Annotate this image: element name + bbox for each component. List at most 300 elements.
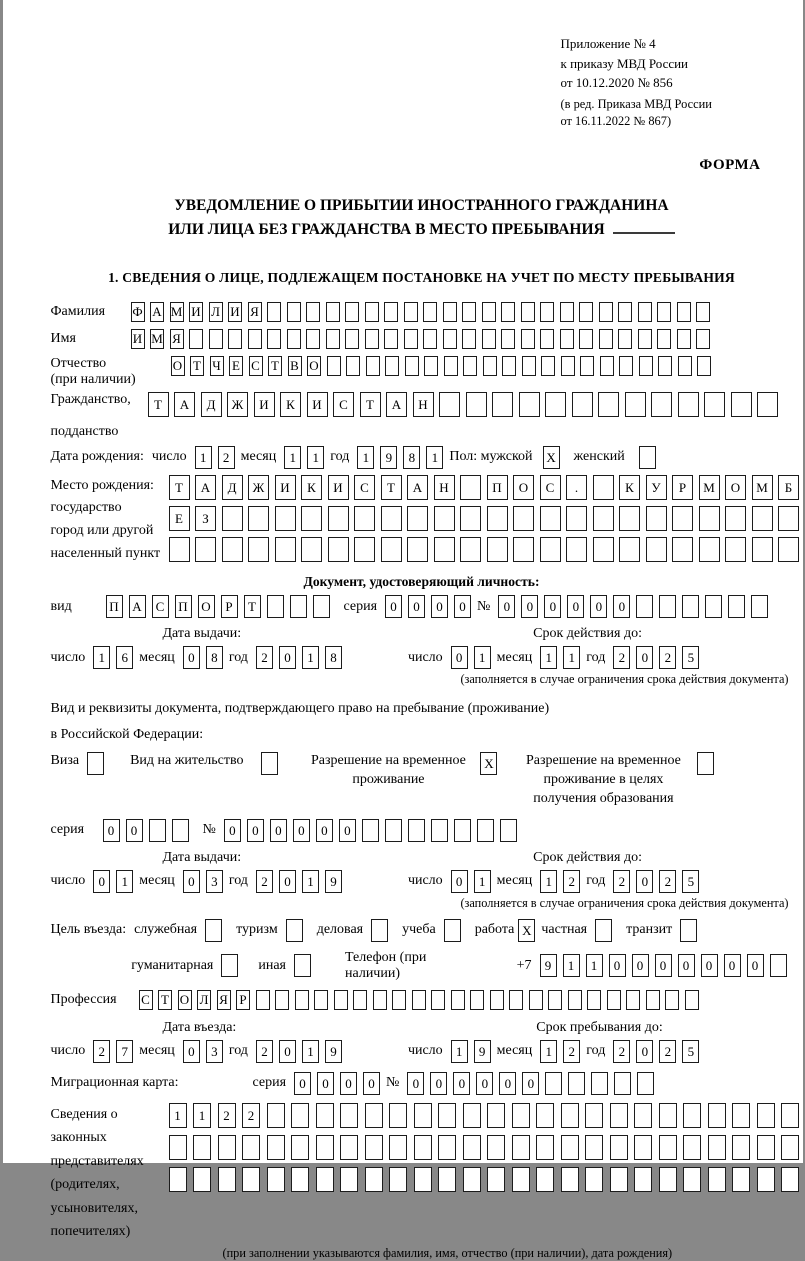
char-box[interactable]: 1	[302, 1040, 319, 1063]
char-box[interactable]	[634, 1167, 652, 1192]
char-box[interactable]	[438, 1167, 456, 1192]
char-box[interactable]	[646, 537, 667, 562]
char-box[interactable]: 1	[540, 870, 557, 893]
char-box[interactable]	[466, 392, 487, 417]
char-box[interactable]: И	[307, 392, 328, 417]
char-box[interactable]	[291, 1103, 309, 1128]
char-box[interactable]: 0	[279, 870, 296, 893]
char-box[interactable]	[568, 990, 582, 1010]
char-box[interactable]	[385, 356, 399, 376]
char-box[interactable]: 1	[169, 1103, 187, 1128]
char-box[interactable]	[512, 1103, 530, 1128]
char-box[interactable]	[683, 1103, 701, 1128]
char-box[interactable]: 0	[93, 870, 110, 893]
char-box[interactable]	[218, 1135, 236, 1160]
char-box[interactable]	[659, 595, 676, 618]
char-box[interactable]	[316, 1135, 334, 1160]
char-box[interactable]	[614, 1072, 631, 1095]
char-box[interactable]	[665, 990, 679, 1010]
char-box[interactable]	[248, 537, 269, 562]
char-box[interactable]	[646, 506, 667, 531]
char-box[interactable]	[248, 329, 262, 349]
char-box[interactable]	[540, 302, 554, 322]
char-box[interactable]	[366, 356, 380, 376]
temp-residence-checkbox[interactable]	[480, 752, 503, 775]
char-box[interactable]	[389, 1167, 407, 1192]
char-box[interactable]	[598, 392, 619, 417]
char-box[interactable]	[781, 1103, 799, 1128]
char-box[interactable]: 1	[540, 1040, 557, 1063]
char-box[interactable]	[536, 1167, 554, 1192]
char-box[interactable]	[205, 919, 222, 942]
char-box[interactable]	[561, 356, 575, 376]
char-box[interactable]	[513, 506, 534, 531]
char-box[interactable]: Я	[248, 302, 262, 322]
char-box[interactable]	[451, 990, 465, 1010]
char-box[interactable]	[566, 537, 587, 562]
char-box[interactable]	[513, 537, 534, 562]
char-box[interactable]	[463, 356, 477, 376]
char-box[interactable]	[751, 595, 768, 618]
char-box[interactable]: 0	[636, 870, 653, 893]
char-box[interactable]	[566, 506, 587, 531]
char-box[interactable]: 2	[256, 1040, 273, 1063]
char-box[interactable]: 0	[451, 646, 468, 669]
char-box[interactable]	[389, 1135, 407, 1160]
char-box[interactable]	[434, 506, 455, 531]
char-box[interactable]	[680, 919, 697, 942]
char-box[interactable]: 0	[499, 1072, 516, 1095]
char-box[interactable]	[172, 819, 189, 842]
char-box[interactable]: 5	[682, 646, 699, 669]
char-box[interactable]	[423, 329, 437, 349]
char-box[interactable]: 1	[474, 646, 491, 669]
char-box[interactable]	[365, 1167, 383, 1192]
char-box[interactable]	[725, 506, 746, 531]
char-box[interactable]: 2	[613, 646, 630, 669]
purpose-humanitarian-checkbox[interactable]	[221, 954, 244, 977]
char-box[interactable]	[646, 990, 660, 1010]
char-box[interactable]	[408, 819, 425, 842]
char-box[interactable]	[600, 356, 614, 376]
char-box[interactable]	[354, 506, 375, 531]
char-box[interactable]	[634, 1103, 652, 1128]
char-box[interactable]	[275, 990, 289, 1010]
char-box[interactable]	[431, 990, 445, 1010]
char-box[interactable]	[314, 990, 328, 1010]
char-box[interactable]	[731, 392, 752, 417]
char-box[interactable]: 9	[380, 446, 397, 469]
char-box[interactable]	[407, 537, 428, 562]
char-box[interactable]	[195, 537, 216, 562]
purpose-study-checkbox[interactable]	[444, 919, 467, 942]
char-box[interactable]	[340, 1135, 358, 1160]
char-box[interactable]: Ж	[248, 475, 269, 500]
char-box[interactable]	[439, 392, 460, 417]
char-box[interactable]	[248, 506, 269, 531]
char-box[interactable]	[638, 329, 652, 349]
char-box[interactable]	[483, 356, 497, 376]
char-box[interactable]: 1	[302, 646, 319, 669]
char-box[interactable]	[463, 1135, 481, 1160]
char-box[interactable]: 2	[242, 1103, 260, 1128]
char-box[interactable]	[287, 329, 301, 349]
char-box[interactable]	[477, 819, 494, 842]
char-box[interactable]: 0	[747, 954, 764, 977]
char-box[interactable]: А	[195, 475, 216, 500]
char-box[interactable]	[381, 506, 402, 531]
char-box[interactable]	[697, 752, 714, 775]
char-box[interactable]	[696, 302, 710, 322]
char-box[interactable]	[405, 356, 419, 376]
char-box[interactable]: 9	[325, 1040, 342, 1063]
char-box[interactable]: X	[518, 919, 535, 942]
char-box[interactable]: 0	[701, 954, 718, 977]
char-box[interactable]: 3	[206, 1040, 223, 1063]
char-box[interactable]: С	[249, 356, 263, 376]
char-box[interactable]	[404, 329, 418, 349]
char-box[interactable]	[384, 329, 398, 349]
char-box[interactable]: 1	[357, 446, 374, 469]
char-box[interactable]	[487, 1167, 505, 1192]
char-box[interactable]	[536, 1103, 554, 1128]
char-box[interactable]: А	[386, 392, 407, 417]
char-box[interactable]	[521, 302, 535, 322]
char-box[interactable]	[373, 990, 387, 1010]
char-box[interactable]	[460, 475, 481, 500]
char-box[interactable]: 0	[454, 595, 471, 618]
char-box[interactable]: 0	[270, 819, 287, 842]
char-box[interactable]	[306, 302, 320, 322]
char-box[interactable]: 8	[325, 646, 342, 669]
char-box[interactable]: 9	[325, 870, 342, 893]
char-box[interactable]	[492, 392, 513, 417]
char-box[interactable]	[443, 329, 457, 349]
char-box[interactable]: С	[333, 392, 354, 417]
purpose-business-checkbox[interactable]	[371, 919, 394, 942]
char-box[interactable]	[708, 1135, 726, 1160]
char-box[interactable]	[752, 537, 773, 562]
char-box[interactable]	[540, 329, 554, 349]
char-box[interactable]	[634, 1135, 652, 1160]
char-box[interactable]: 8	[206, 646, 223, 669]
char-box[interactable]	[545, 392, 566, 417]
char-box[interactable]: 0	[636, 1040, 653, 1063]
char-box[interactable]	[365, 1103, 383, 1128]
char-box[interactable]: 0	[183, 1040, 200, 1063]
char-box[interactable]	[685, 990, 699, 1010]
char-box[interactable]: Б	[778, 475, 799, 500]
char-box[interactable]	[267, 302, 281, 322]
char-box[interactable]: О	[178, 990, 192, 1010]
char-box[interactable]: 0	[103, 819, 120, 842]
char-box[interactable]	[636, 595, 653, 618]
char-box[interactable]: О	[198, 595, 215, 618]
char-box[interactable]: Д	[222, 475, 243, 500]
char-box[interactable]	[294, 954, 311, 977]
char-box[interactable]: 0	[247, 819, 264, 842]
char-box[interactable]	[306, 329, 320, 349]
char-box[interactable]	[529, 990, 543, 1010]
char-box[interactable]	[392, 990, 406, 1010]
char-box[interactable]	[732, 1103, 750, 1128]
char-box[interactable]: 3	[206, 870, 223, 893]
char-box[interactable]	[438, 1103, 456, 1128]
char-box[interactable]	[587, 990, 601, 1010]
char-box[interactable]	[169, 537, 190, 562]
char-box[interactable]	[521, 329, 535, 349]
char-box[interactable]: 1	[586, 954, 603, 977]
char-box[interactable]	[658, 356, 672, 376]
char-box[interactable]	[699, 537, 720, 562]
char-box[interactable]	[463, 1103, 481, 1128]
char-box[interactable]: 9	[540, 954, 557, 977]
char-box[interactable]: 0	[476, 1072, 493, 1095]
char-box[interactable]	[267, 1135, 285, 1160]
char-box[interactable]	[678, 356, 692, 376]
char-box[interactable]: 2	[218, 446, 235, 469]
char-box[interactable]	[454, 819, 471, 842]
char-box[interactable]	[149, 819, 166, 842]
char-box[interactable]: Т	[268, 356, 282, 376]
char-box[interactable]: 0	[451, 870, 468, 893]
char-box[interactable]	[732, 1167, 750, 1192]
char-box[interactable]: 1	[195, 446, 212, 469]
char-box[interactable]	[354, 537, 375, 562]
char-box[interactable]	[545, 1072, 562, 1095]
char-box[interactable]	[672, 506, 693, 531]
char-box[interactable]: 5	[682, 870, 699, 893]
char-box[interactable]: Т	[381, 475, 402, 500]
char-box[interactable]	[639, 356, 653, 376]
char-box[interactable]	[169, 1167, 187, 1192]
char-box[interactable]: К	[280, 392, 301, 417]
char-box[interactable]	[651, 392, 672, 417]
char-box[interactable]	[732, 1135, 750, 1160]
char-box[interactable]	[708, 1103, 726, 1128]
char-box[interactable]	[326, 329, 340, 349]
char-box[interactable]	[781, 1167, 799, 1192]
char-box[interactable]: С	[139, 990, 153, 1010]
char-box[interactable]	[470, 990, 484, 1010]
char-box[interactable]	[540, 537, 561, 562]
char-box[interactable]: Р	[672, 475, 693, 500]
char-box[interactable]: М	[699, 475, 720, 500]
char-box[interactable]: 0	[126, 819, 143, 842]
char-box[interactable]	[778, 537, 799, 562]
char-box[interactable]: 1	[302, 870, 319, 893]
char-box[interactable]	[313, 595, 330, 618]
char-box[interactable]: Т	[360, 392, 381, 417]
char-box[interactable]: Ф	[131, 302, 145, 322]
char-box[interactable]	[362, 819, 379, 842]
char-box[interactable]: Ж	[227, 392, 248, 417]
char-box[interactable]	[345, 302, 359, 322]
char-box[interactable]	[316, 1103, 334, 1128]
char-box[interactable]	[301, 537, 322, 562]
char-box[interactable]: 2	[256, 646, 273, 669]
char-box[interactable]: Т	[244, 595, 261, 618]
char-box[interactable]: 0	[279, 646, 296, 669]
char-box[interactable]	[222, 537, 243, 562]
char-box[interactable]	[591, 1072, 608, 1095]
char-box[interactable]	[580, 356, 594, 376]
char-box[interactable]	[189, 329, 203, 349]
char-box[interactable]	[561, 1135, 579, 1160]
char-box[interactable]: 2	[256, 870, 273, 893]
char-box[interactable]	[677, 302, 691, 322]
char-box[interactable]	[487, 506, 508, 531]
char-box[interactable]	[585, 1103, 603, 1128]
char-box[interactable]	[512, 1135, 530, 1160]
char-box[interactable]	[487, 537, 508, 562]
char-box[interactable]	[443, 302, 457, 322]
char-box[interactable]: С	[540, 475, 561, 500]
residence-permit-checkbox[interactable]	[261, 752, 284, 775]
purpose-work-checkbox[interactable]	[518, 919, 541, 942]
char-box[interactable]: А	[150, 302, 164, 322]
char-box[interactable]	[610, 1103, 628, 1128]
char-box[interactable]: М	[170, 302, 184, 322]
char-box[interactable]	[579, 329, 593, 349]
char-box[interactable]	[316, 1167, 334, 1192]
char-box[interactable]	[414, 1135, 432, 1160]
char-box[interactable]	[704, 392, 725, 417]
char-box[interactable]: 0	[498, 595, 515, 618]
char-box[interactable]: Я	[170, 329, 184, 349]
char-box[interactable]: Д	[201, 392, 222, 417]
char-box[interactable]	[500, 819, 517, 842]
char-box[interactable]	[607, 990, 621, 1010]
char-box[interactable]: 0	[317, 1072, 334, 1095]
char-box[interactable]: 0	[430, 1072, 447, 1095]
char-box[interactable]	[618, 302, 632, 322]
char-box[interactable]: 1	[563, 954, 580, 977]
char-box[interactable]	[659, 1167, 677, 1192]
char-box[interactable]: 0	[431, 595, 448, 618]
char-box[interactable]	[619, 537, 640, 562]
char-box[interactable]: X	[543, 446, 560, 469]
char-box[interactable]	[460, 506, 481, 531]
char-box[interactable]	[540, 506, 561, 531]
char-box[interactable]: Л	[209, 302, 223, 322]
char-box[interactable]	[169, 1135, 187, 1160]
char-box[interactable]: 0	[294, 1072, 311, 1095]
char-box[interactable]: 0	[544, 595, 561, 618]
char-box[interactable]	[599, 329, 613, 349]
char-box[interactable]	[568, 1072, 585, 1095]
char-box[interactable]	[209, 329, 223, 349]
purpose-other-checkbox[interactable]	[294, 954, 317, 977]
char-box[interactable]: 1	[93, 646, 110, 669]
char-box[interactable]: 2	[563, 1040, 580, 1063]
char-box[interactable]	[682, 595, 699, 618]
char-box[interactable]: 2	[218, 1103, 236, 1128]
char-box[interactable]	[291, 1135, 309, 1160]
char-box[interactable]	[444, 919, 461, 942]
char-box[interactable]: И	[275, 475, 296, 500]
char-box[interactable]: Е	[229, 356, 243, 376]
char-box[interactable]	[728, 595, 745, 618]
char-box[interactable]	[221, 954, 238, 977]
char-box[interactable]: 1	[563, 646, 580, 669]
char-box[interactable]	[365, 302, 379, 322]
char-box[interactable]: И	[228, 302, 242, 322]
char-box[interactable]	[346, 356, 360, 376]
char-box[interactable]	[384, 302, 398, 322]
purpose-official-checkbox[interactable]	[205, 919, 228, 942]
char-box[interactable]: 0	[567, 595, 584, 618]
char-box[interactable]: П	[106, 595, 123, 618]
char-box[interactable]	[340, 1167, 358, 1192]
char-box[interactable]: В	[288, 356, 302, 376]
char-box[interactable]: С	[354, 475, 375, 500]
char-box[interactable]	[328, 537, 349, 562]
char-box[interactable]: 2	[563, 870, 580, 893]
char-box[interactable]	[593, 506, 614, 531]
char-box[interactable]	[434, 537, 455, 562]
char-box[interactable]	[548, 990, 562, 1010]
char-box[interactable]	[193, 1167, 211, 1192]
char-box[interactable]	[509, 990, 523, 1010]
char-box[interactable]: X	[480, 752, 497, 775]
char-box[interactable]: Е	[169, 506, 190, 531]
char-box[interactable]	[502, 356, 516, 376]
char-box[interactable]	[290, 595, 307, 618]
char-box[interactable]	[87, 752, 104, 775]
char-box[interactable]	[657, 329, 671, 349]
char-box[interactable]	[340, 1103, 358, 1128]
char-box[interactable]: 0	[183, 646, 200, 669]
char-box[interactable]: Т	[158, 990, 172, 1010]
char-box[interactable]: 1	[116, 870, 133, 893]
char-box[interactable]: 1	[426, 446, 443, 469]
char-box[interactable]	[404, 302, 418, 322]
char-box[interactable]	[572, 392, 593, 417]
char-box[interactable]: 0	[613, 595, 630, 618]
char-box[interactable]: 0	[408, 595, 425, 618]
char-box[interactable]: О	[725, 475, 746, 500]
char-box[interactable]	[365, 329, 379, 349]
char-box[interactable]	[638, 302, 652, 322]
char-box[interactable]	[256, 990, 270, 1010]
char-box[interactable]	[267, 1103, 285, 1128]
char-box[interactable]	[295, 990, 309, 1010]
char-box[interactable]	[522, 356, 536, 376]
char-box[interactable]	[585, 1135, 603, 1160]
char-box[interactable]	[672, 537, 693, 562]
char-box[interactable]	[618, 329, 632, 349]
char-box[interactable]: 0	[385, 595, 402, 618]
char-box[interactable]	[778, 506, 799, 531]
char-box[interactable]	[423, 302, 437, 322]
char-box[interactable]: 0	[340, 1072, 357, 1095]
char-box[interactable]	[610, 1135, 628, 1160]
char-box[interactable]: 1	[451, 1040, 468, 1063]
char-box[interactable]	[444, 356, 458, 376]
char-box[interactable]	[353, 990, 367, 1010]
char-box[interactable]	[501, 302, 515, 322]
char-box[interactable]	[705, 595, 722, 618]
char-box[interactable]: З	[195, 506, 216, 531]
char-box[interactable]: 1	[474, 870, 491, 893]
char-box[interactable]: 6	[116, 646, 133, 669]
char-box[interactable]: 0	[590, 595, 607, 618]
char-box[interactable]: 2	[659, 646, 676, 669]
char-box[interactable]: И	[254, 392, 275, 417]
char-box[interactable]	[757, 1103, 775, 1128]
purpose-tourism-checkbox[interactable]	[286, 919, 309, 942]
